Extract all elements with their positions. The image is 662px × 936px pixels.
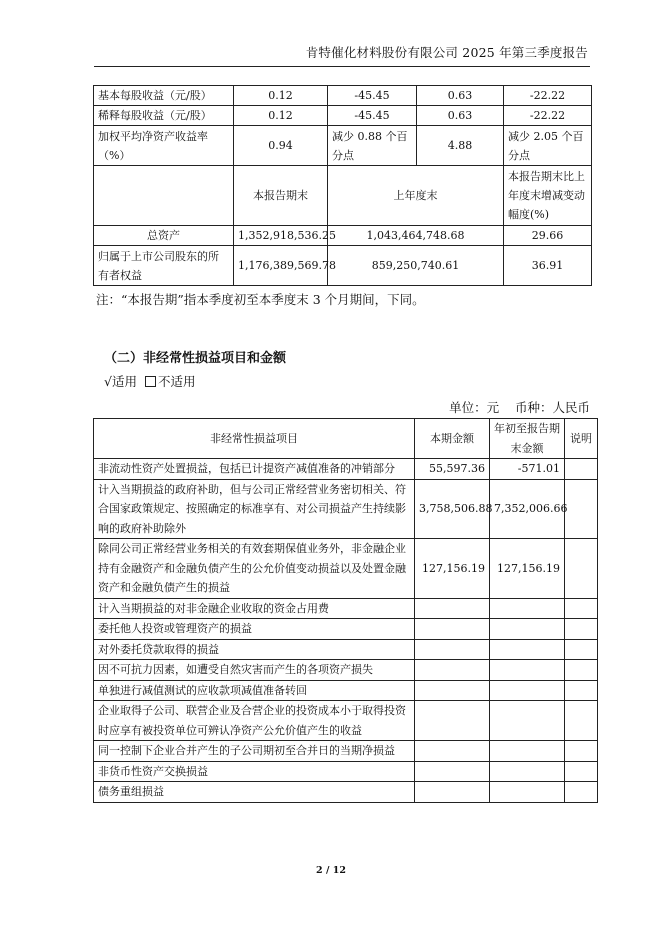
ytd-amount: 7,352,006.66	[490, 479, 565, 539]
non-recurring-items-table	[93, 418, 598, 803]
item-label: 计入当期损益的政府补助，但与公司正常经营业务密切相关、符合国家政策规定、按照确定的标准享有、对公司损益产生持续影响的政府补助除外	[94, 479, 415, 539]
current-amount	[415, 660, 490, 681]
cell-value: 36.91	[504, 246, 592, 286]
item-label: 单独进行减值测试的应收款项减值准备转回	[94, 680, 415, 701]
cell-value: -22.22	[504, 106, 592, 126]
table-row	[94, 598, 598, 619]
current-amount: 127,156.19	[415, 539, 490, 599]
not-applicable-option: 不适用	[157, 374, 196, 389]
ytd-amount	[490, 761, 565, 782]
cell-value: 1,043,464,748.68	[328, 226, 504, 246]
unit-currency-line: 单位：元 币种：人民币	[449, 400, 590, 415]
current-amount	[415, 761, 490, 782]
row-label: 归属于上市公司股东的所有者权益	[94, 246, 234, 286]
ytd-amount	[490, 598, 565, 619]
current-amount	[415, 619, 490, 640]
table-row	[94, 126, 592, 166]
item-label: 对外委托贷款取得的损益	[94, 639, 415, 660]
header-divider	[94, 66, 590, 67]
ytd-amount: 127,156.19	[490, 539, 565, 599]
ytd-amount	[490, 619, 565, 640]
current-amount	[415, 741, 490, 762]
applicability-options	[104, 372, 195, 390]
note-cell	[565, 660, 598, 681]
ytd-amount: -571.01	[490, 459, 565, 480]
cell-value: 1,352,918,536.25	[234, 226, 328, 246]
checkbox-icon	[145, 376, 156, 387]
current-amount	[415, 701, 490, 741]
table-header-row	[94, 419, 598, 459]
applicable-option: √适用	[104, 374, 137, 389]
cell-value: 859,250,740.61	[328, 246, 504, 286]
table-row	[94, 639, 598, 660]
row-label: 基本每股收益（元/股）	[94, 86, 234, 106]
note-cell	[565, 598, 598, 619]
col-header-current: 本期金额	[415, 419, 490, 459]
table-row	[94, 701, 598, 741]
col-header-prior-year-end: 上年度末	[328, 166, 504, 226]
page-header: 肯特催化材料股份有限公司 2025 年第三季度报告	[305, 45, 588, 60]
note-cell	[565, 539, 598, 599]
current-amount	[415, 680, 490, 701]
current-amount: 55,597.36	[415, 459, 490, 480]
empty-cell	[94, 166, 234, 226]
table-row	[94, 761, 598, 782]
table-note: 注：“本报告期”指本季度初至本季度末 3 个月期间，下同。	[96, 292, 425, 307]
cell-value: -45.45	[328, 86, 417, 106]
current-amount	[415, 782, 490, 803]
item-label: 非货币性资产交换损益	[94, 761, 415, 782]
cell-value: 0.12	[234, 86, 328, 106]
note-cell	[565, 741, 598, 762]
table-row	[94, 226, 592, 246]
note-cell	[565, 782, 598, 803]
table-row	[94, 539, 598, 599]
table-row	[94, 459, 598, 480]
item-label: 委托他人投资或管理资产的损益	[94, 619, 415, 640]
cell-value: 0.63	[417, 106, 504, 126]
ytd-amount	[490, 639, 565, 660]
table-row	[94, 660, 598, 681]
item-label: 企业取得子公司、联营企业及合营企业的投资成本小于取得投资时应享有被投资单位可辨认净资产公允价值产生的收益	[94, 701, 415, 741]
table-row	[94, 86, 592, 106]
row-label: 总资产	[94, 226, 234, 246]
col-header-note: 说明	[565, 419, 598, 459]
section-title: （二）非经常性损益项目和金额	[104, 351, 287, 366]
current-amount: 3,758,506.88	[415, 479, 490, 539]
note-cell	[565, 701, 598, 741]
table-subheader-row	[94, 166, 592, 226]
cell-value: -22.22	[504, 86, 592, 106]
col-header-ytd: 年初至报告期末金额	[490, 419, 565, 459]
col-header-item: 非经常性损益项目	[94, 419, 415, 459]
item-label: 计入当期损益的对非金融企业收取的资金占用费	[94, 598, 415, 619]
ytd-amount	[490, 660, 565, 681]
table-row	[94, 619, 598, 640]
note-cell	[565, 459, 598, 480]
cell-value: 0.12	[234, 106, 328, 126]
financial-indicators-table	[93, 85, 592, 286]
table-row	[94, 246, 592, 286]
item-label: 除同公司正常经营业务相关的有效套期保值业务外，非金融企业持有金融资产和金融负债产生的公允价值变动损益以及处置金融资产和金融负债产生的损益	[94, 539, 415, 599]
cell-value: 减少 2.05 个百分点	[504, 126, 592, 166]
current-amount	[415, 598, 490, 619]
cell-value: 0.63	[417, 86, 504, 106]
table-row	[94, 680, 598, 701]
item-label: 非流动性资产处置损益，包括已计提资产减值准备的冲销部分	[94, 459, 415, 480]
cell-value: 1,176,389,569.78	[234, 246, 328, 286]
item-label: 债务重组损益	[94, 782, 415, 803]
page-number: 2 / 12	[316, 865, 346, 876]
row-label: 加权平均净资产收益率（%）	[94, 126, 234, 166]
ytd-amount	[490, 782, 565, 803]
note-cell	[565, 680, 598, 701]
cell-value: 29.66	[504, 226, 592, 246]
cell-value: 4.88	[417, 126, 504, 166]
current-amount	[415, 639, 490, 660]
cell-value: 0.94	[234, 126, 328, 166]
col-header-change: 本报告期末比上年度末增减变动幅度(%)	[504, 166, 592, 226]
row-label: 稀释每股收益（元/股）	[94, 106, 234, 126]
table-row	[94, 741, 598, 762]
ytd-amount	[490, 680, 565, 701]
table-row	[94, 782, 598, 803]
table-row	[94, 106, 592, 126]
col-header-period-end: 本报告期末	[234, 166, 328, 226]
item-label: 同一控制下企业合并产生的子公司期初至合并日的当期净损益	[94, 741, 415, 762]
note-cell	[565, 479, 598, 539]
item-label: 因不可抗力因素，如遭受自然灾害而产生的各项资产损失	[94, 660, 415, 681]
ytd-amount	[490, 741, 565, 762]
cell-value: 减少 0.88 个百分点	[328, 126, 417, 166]
ytd-amount	[490, 701, 565, 741]
cell-value: -45.45	[328, 106, 417, 126]
note-cell	[565, 639, 598, 660]
table-row	[94, 479, 598, 539]
note-cell	[565, 761, 598, 782]
note-cell	[565, 619, 598, 640]
